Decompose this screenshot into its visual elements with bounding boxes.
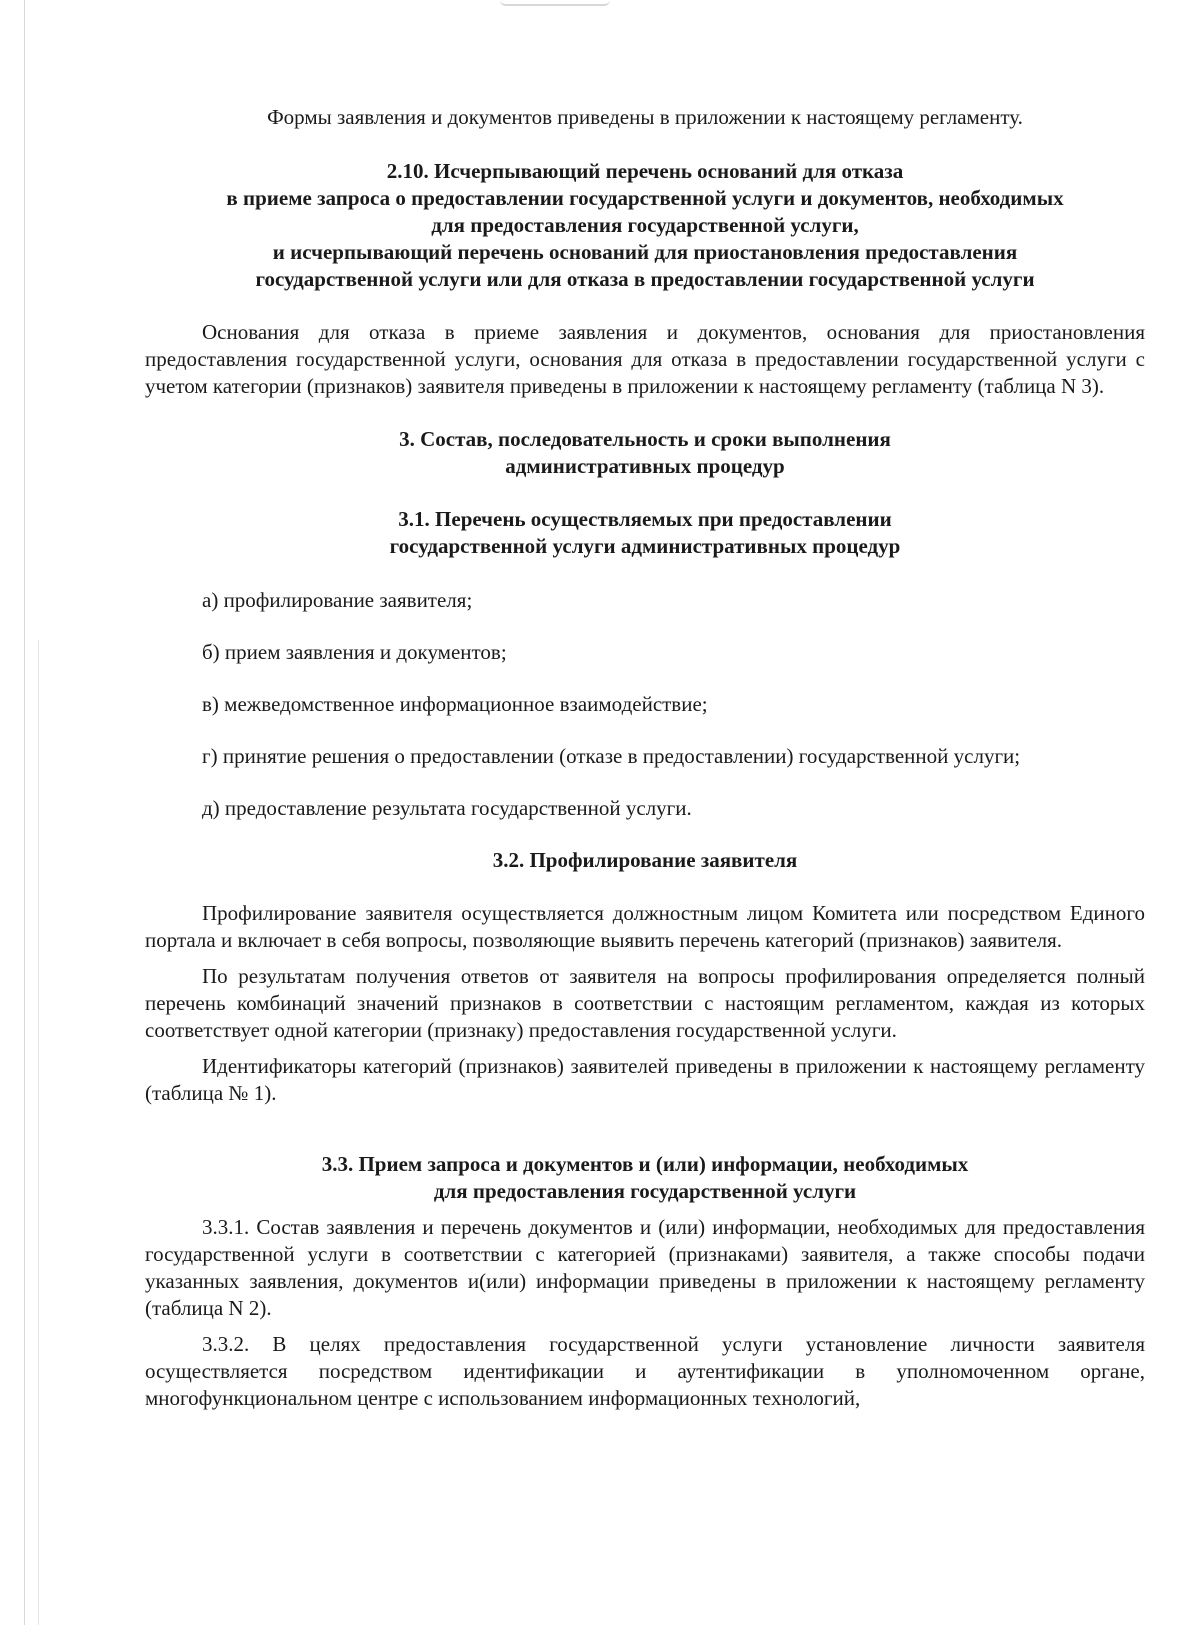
heading-line: 2.10. Исчерпывающий перечень оснований для отказа: [386, 159, 904, 183]
section-3-2-paragraph: Идентификаторы категорий (признаков) заявителей приведены в приложении к настоящему регламенту (таблица № 1).: [145, 1054, 1145, 1105]
section-2-10-body: Основания для отказа в приеме заявления и документов, основания для приостановления предоставления государственной услуги, основания для отказа в предоставлении государственной услуги с учетом категории (признаков) заявителя приведены в приложении к настоящему регламенту (таблица N 3).: [145, 320, 1145, 398]
heading-line: 3. Состав, последовательность и сроки выполнения: [399, 427, 891, 451]
heading-line: для предоставления государственной услуги: [433, 1179, 857, 1203]
list-item: а) профилирование заявителя;: [202, 588, 473, 612]
section-3-2-paragraph: Профилирование заявителя осуществляется должностным лицом Комитета или посредством Единого портала и включает в себя вопросы, позволяющие выявить перечень категорий (признаков) заявителя.: [145, 901, 1145, 952]
heading-line: 3.3. Прием запроса и документов и (или) информации, необходимых: [321, 1152, 969, 1176]
section-3-2-paragraph: По результатам получения ответов от заявителя на вопросы профилирования определяется полный перечень комбинаций значений признаков в соответствии с настоящим регламентом, каждая из которых соответствует одной категории (признаку) предоставления государственной услуги.: [145, 964, 1145, 1042]
heading-line: в приеме запроса о предоставлении государственной услуги и документов, необходимых: [226, 186, 1064, 210]
heading-line: административных процедур: [505, 454, 785, 478]
section-3-2-heading: [145, 847, 1145, 874]
heading-line: 3.1. Перечень осуществляемых при предоставлении: [398, 507, 892, 531]
heading-line: 3.2. Профилирование заявителя: [492, 848, 798, 872]
list-item: б) прием заявления и документов;: [202, 640, 507, 664]
heading-line: для предоставления государственной услуги,: [431, 213, 859, 237]
list-item: д) предоставление результата государственной услуги.: [202, 796, 692, 820]
scan-left-edge: [24, 0, 25, 1625]
section-3-heading: [145, 426, 1145, 480]
heading-line: государственной услуги или для отказа в предоставлении государственной услуги: [255, 267, 1035, 291]
scan-top-artifact: [500, 0, 610, 6]
list-item: в) межведомственное информационное взаимодействие;: [202, 692, 708, 716]
heading-line: государственной услуги административных процедур: [389, 534, 901, 558]
section-3-1-heading: [145, 506, 1145, 560]
document-page: [145, 104, 1145, 1412]
section-3-3-heading: [145, 1151, 1145, 1205]
heading-line: и исчерпывающий перечень оснований для приостановления предоставления: [272, 240, 1018, 264]
list-item: г) принятие решения о предоставлении (отказе в предоставлении) государственной услуги;: [202, 744, 1021, 768]
intro-paragraph: Формы заявления и документов приведены в приложении к настоящему регламенту.: [267, 105, 1023, 129]
scan-left-edge-secondary: [38, 640, 39, 1625]
section-3-3-paragraph: 3.3.2. В целях предоставления государственной услуги установление личности заявителя осуществляется посредством идентификации и аутентификации в уполномоченном органе, многофункциональном центре с использованием информационных технологий,: [145, 1332, 1145, 1410]
section-3-3-paragraph: 3.3.1. Состав заявления и перечень документов и (или) информации, необходимых для предоставления государственной услуги в соответствии с категорией (признаками) заявителя, а также способы подачи указанных заявления, документов и(или) информации приведены в приложении к настоящему регламенту (таблица N 2).: [145, 1215, 1145, 1320]
section-2-10-heading: [145, 158, 1145, 293]
